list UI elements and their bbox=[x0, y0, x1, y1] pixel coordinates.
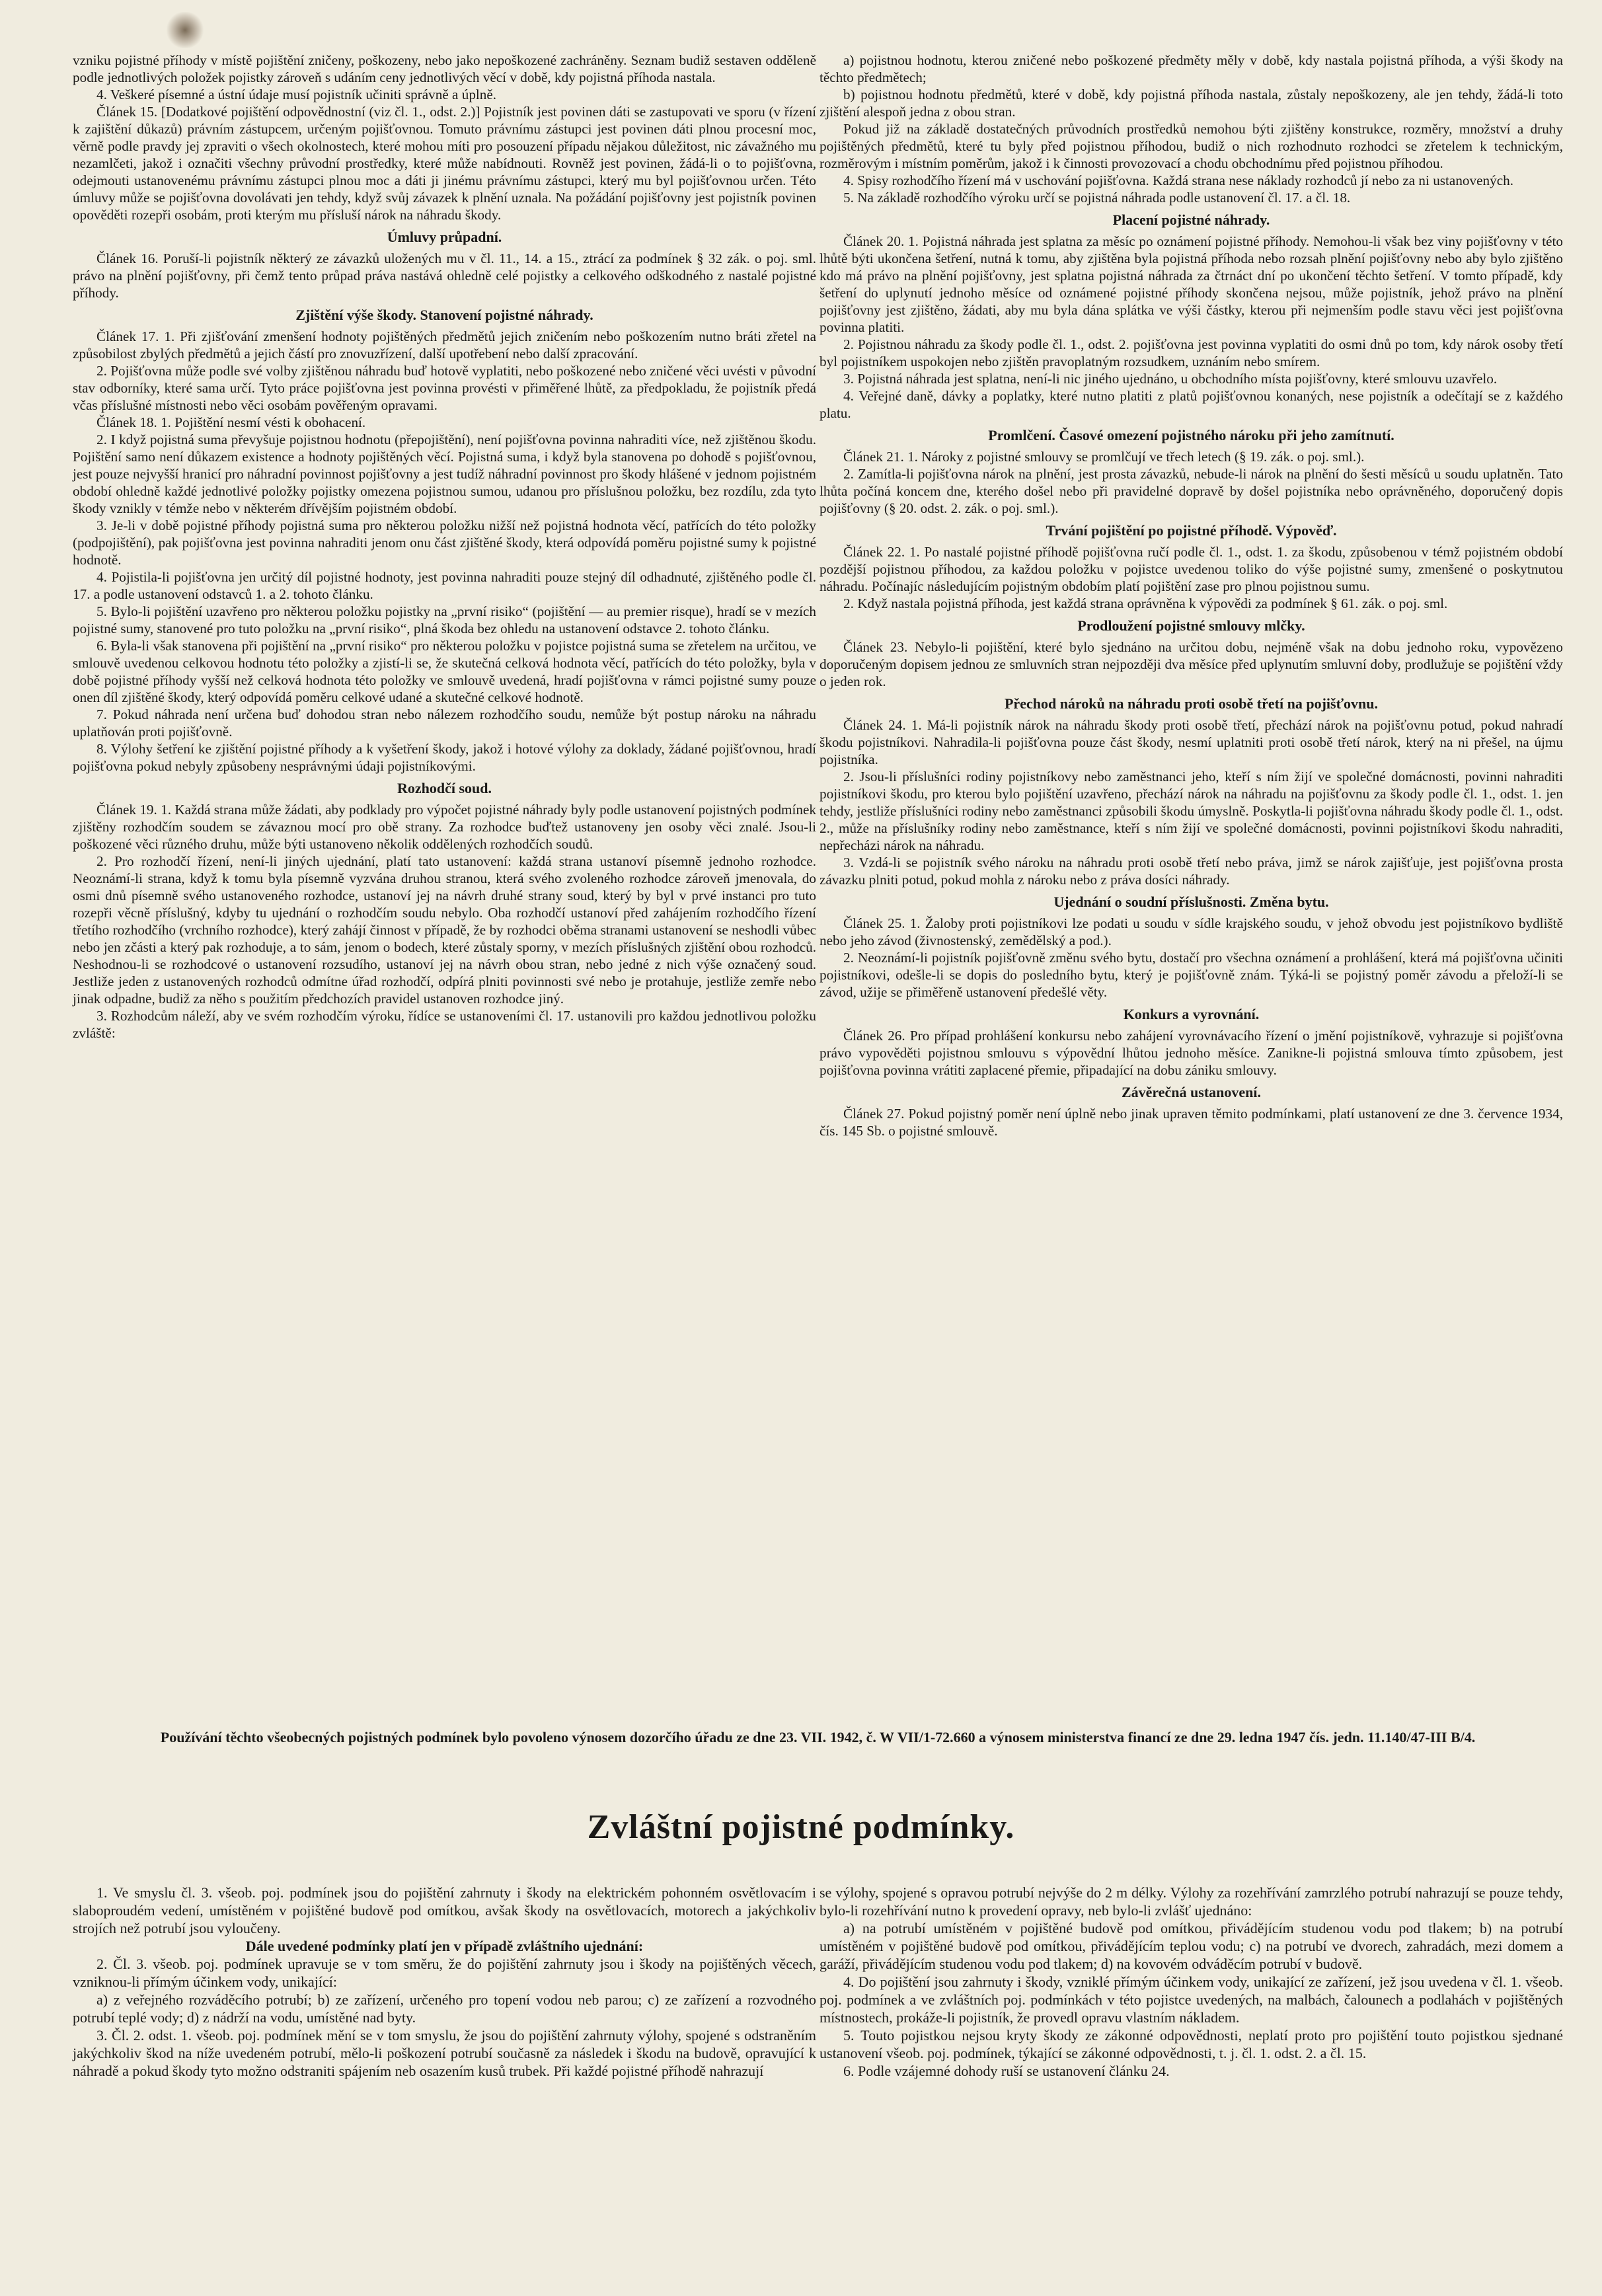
paragraph: 2. Pro rozhodčí řízení, není-li jiných ujednání, platí tato ustanovení: každá strana ustanoví písemně jednoho rozhodce. Neoznámí-li strana, když k tomu byla písemně vyzvána druhou stranou, která svého zvoleného rozhodce zároveň jmenovala, do osmi dnů písemně svého ustanoveného rozhodce, ustanoví jej na návrh druhé strany soud, který by byl v prvé instanci pro tuto rozepři věcně příslušný, kdyby tu ujednání o rozhodčím soudu nebylo. Oba rozhodčí ustanoví před zahájením rozhodčího řízení třetího rozhodčího (vrchního rozhodce), který zahájí činnost v případě, že by rozhodci oběma stranami ustanovení se neshodli vůbec nebo jen zčásti a který pak rozhoduje, a to sám, jenom o bodech, které zůstaly sporny, v mezích příslušných zjištění obou rozhodců. Neshodnou-li se rozhodcové o ustanovení rozsudího, ustanoví jej na návrh obou stran, nebo jedné z nich výše označený soud. Jestliže jeden z ustanovených rozhodců odmítne úřad rozhodčí, odpírá plniti povinnosti své nebo je protahuje, jestliže zemře nebo jinak odpadne, budiž za něho s použitím předchozích pravidel ustanoven rozhodce jiný. bbox=[73, 853, 816, 1007]
paragraph: 3. Vzdá-li se pojistník svého nároku na náhradu proti osobě třetí nebo práva, jimž se nárok zajišťuje, jest pojišťovna prosta závazku plniti potud, pokud mohla z nároku nebo z práva dosíci náhrady. bbox=[820, 855, 1563, 888]
paragraph: 2. Zamítla-li pojišťovna nárok na plnění, jest prosta závazků, nebude-li nárok na plnění do šesti měsíců u soudu uplatněn. Tato lhůta počíná koncem dne, kterého došel nebo při pravidelné dopravě by došel pojistníka nebo oprávněného, doporučený dopis pojišťovny (§ 20. odst. 2. zák. o poj. sml.). bbox=[820, 466, 1563, 516]
paragraph: se výlohy, spojené s opravou potrubí nejvýše do 2 m délky. Výlohy za rozehřívání zamrzlého potrubí nahrazují se pouze tehdy, bylo-li rozehřívání nutno k provedení opravy, neb bylo-li zvlášť ujednáno: bbox=[820, 1884, 1563, 1919]
paragraph: Článek 18. 1. Pojištění nesmí vésti k obohacení. bbox=[96, 414, 366, 430]
paragraph: Článek 24. 1. Má-li pojistník nárok na náhradu škody proti osobě třetí, přechází nárok na pojišťovnu potud, pokud nahradí škodu pojistníkovi. Nahradila-li pojišťovna pouze část škody, nesmí uplatniti proti osobě třetí nárok, který na ni přešel, na újmu pojistníka. bbox=[820, 717, 1563, 767]
special-conditions-title: Zvláštní pojistné podmínky. bbox=[587, 1808, 1015, 1846]
paragraph: Článek 16. Poruší-li pojistník některý ze závazků uložených mu v čl. 11., 14. a 15., ztrácí za podmínek § 32 zák. o poj. sml. právo na plnění pojišťovny, při čemž tento průpad práva nastává ohledně celé pojistky a celkového odškodného z nastalé pojistné příhody. bbox=[73, 250, 816, 301]
paragraph: 2. Když nastala pojistná příhoda, jest každá strana oprávněna k výpovědi za podmínek § 61. zák. o poj. sml. bbox=[843, 595, 1448, 611]
paragraph: Dále uvedené podmínky platí jen v případě zvláštního ujednání: bbox=[245, 1938, 644, 1954]
paragraph: 5. Bylo-li pojištění uzavřeno pro některou položku pojistky na „první risiko“ (pojištění — au premier risque), hradí se v mezích pojistné sumy, stanovené pro tuto položku na „první risiko“, plná škoda bez ohledu na ustanovení odstavce 2. tohoto článku. bbox=[73, 603, 816, 636]
paragraph: 2. Pojišťovna může podle své volby zjištěnou náhradu buď hotově vyplatiti, nebo poškozené nebo zničené věci uvésti v původní stav odborníky, které sama určí. Tyto práce pojišťovna jest povinna provésti v přiměřené lhůtě, za předpokladu, že pojistník předá včas příslušné místnosti nebo věci osobám pověřeným opravami. bbox=[73, 363, 816, 413]
paragraph: 4. Pojistila-li pojišťovna jen určitý díl pojistné hodnoty, jest povinna nahraditi pouze stejný díl odhadnuté, zjištěného podle čl. 17. a podle ustanovení odstavců 1. a 2. tohoto článku. bbox=[73, 569, 816, 602]
paragraph: 5. Touto pojistkou nejsou kryty škody ze zákonné odpovědnosti, neplatí proto pro pojištění touto pojistkou sjednané ustanovení všeob. poj. podmínek, týkající se zákonné odpovědnosti, t. j. čl. 1. odst. 2. a čl. 15. bbox=[820, 2027, 1563, 2061]
special-conditions-left-column bbox=[73, 1884, 816, 2080]
section-heading: Placení pojistné náhrady. bbox=[1112, 211, 1270, 228]
paragraph: 3. Pojistná náhrada jest splatna, není-li nic jiného ujednáno, u obchodního místa pojišťovny, které smlouvu uzavřelo. bbox=[843, 371, 1498, 387]
section-heading: Ujednání o soudní příslušnosti. Změna bytu. bbox=[1053, 894, 1329, 910]
section-heading: Úmluvy průpadní. bbox=[387, 229, 502, 245]
section-heading: Promlčení. Časové omezení pojistného nároku při jeho zamítnutí. bbox=[988, 427, 1394, 443]
paragraph: 2. Jsou-li příslušníci rodiny pojistníkovy nebo zaměstnanci jeho, kteří s ním žijí ve společné domácnosti, povinni nahraditi pojistníkovi škodu, pro kterou bylo pojištění uzavřeno, přechází nárok na náhradu na pojišťovnu za škody podle čl. 1., odst. 1. jen tehdy, jestliže příslušníci rodiny nebo zaměstnanci způsobili škodu úmyslně. Poskytla-li pojišťovna náhradu škody podle čl. 1., odst. 2., může na příslušníky rodiny nebo zaměstnance, kteří s ním žijí ve společné domácnosti, povinni pojistníkovi škodu nahraditi, nepřecházi nárok na náhradu. bbox=[820, 769, 1563, 853]
paragraph: 4. Do pojištění jsou zahrnuty i škody, vzniklé přímým účinkem vody, unikající ze zařízení, jež jsou uvedena v čl. 1. všeob. poj. podmínek a ve zvláštních poj. podmínkách v této pojistce uvedených, na malbách, čalounech a podlahách v pojištěných místnostech, prokáže-li pojistník, že provedl opravu vlastním nákladem. bbox=[820, 1973, 1563, 2026]
paragraph: a) na potrubí umístěném v pojištěné budově pod omítkou, přivádějícím studenou vodu pod tlakem; b) na potrubí umístěném v pojištěné budově pod omítkou, přivádějícím teplou vodu; c) na potrubí ve dvorech, zahradách, mezi domem a garáží, přivádějícím studenou vodu pod tlakem; d) na kovovém odváděcím potrubí v budově. bbox=[820, 1920, 1563, 1972]
paragraph: 4. Spisy rozhodčího řízení má v uschování pojišťovna. Každá strana nese náklady rozhodců jí nebo za ni ustanovených. bbox=[843, 172, 1513, 188]
paragraph: 3. Čl. 2. odst. 1. všeob. poj. podmínek mění se v tom smyslu, že jsou do pojištění zahrnuty výlohy, spojené s odstraněním jakýchkoliv škod na níže uvedeném potrubí, mělo-li poškození potrubí současně za následek i škodu na budově, opravující k náhradě a pokud škody tyto možno odstraniti spájením neb osazením kusů trubek. Při každé pojistné příhodě nahrazují bbox=[73, 2027, 816, 2079]
paragraph: a) pojistnou hodnotu, kterou zničené nebo poškozené předměty měly v době, kdy nastala pojistná příhoda, a výši škody na těchto předmětech; bbox=[820, 52, 1563, 85]
paragraph: 2. Neoznámí-li pojistník pojišťovně změnu svého bytu, dostačí pro všechna oznámení a prohlášení, která má pojišťovna učiniti pojistníkovi, odešle-li se dopis do posledního bytu, který je pojišťovně znám. Týká-li se pojistný poměr závodu a přeloží-li se závod, užije se přiměřeně ustanovení předešlé věty. bbox=[820, 950, 1563, 1000]
paragraph: Článek 23. Nebylo-li pojištění, které bylo sjednáno na určitou dobu, nejméně však na dobu jednoho roku, vypovězeno doporučeným dopisem jednou ze smluvních stran nejpozději dva měsíce před uplynutím smluvní doby, prodlužuje se pojištění vždy o jeden rok. bbox=[820, 639, 1563, 689]
section-heading: Přechod nároků na náhradu proti osobě třetí na pojišťovnu. bbox=[1004, 695, 1379, 712]
paragraph: 3. Je-li v době pojistné příhody pojistná suma pro některou položku nižší než pojistná hodnota věcí, patřících do této položky (podpojištění), pak pojišťovna jest povinna nahraditi jenom onu část zjištěné škody, která odpovídá poměru pojistné sumy k pojistné hodnotě. bbox=[73, 517, 816, 568]
general-conditions-right-column bbox=[820, 52, 1563, 1139]
paragraph: 7. Pokud náhrada není určena buď dohodou stran nebo nálezem rozhodčího soudu, nemůže být postup nároku na náhradu uplatňován proti pojišťovně. bbox=[73, 707, 816, 740]
paragraph: Článek 17. 1. Při zjišťování zmenšení hodnoty pojištěných předmětů jejich zničením nebo poškozením nutno bráti zřetel na způsobilost zbylých předmětů a jejich částí pro znovuzřízení, další upotřebení nebo další zpracování. bbox=[73, 328, 816, 362]
paragraph: Článek 20. 1. Pojistná náhrada jest splatna za měsíc po oznámení pojistné příhody. Nemohou-li však bez viny pojišťovny v této lhůtě býti ukončena šetření, nutná k tomu, aby zjištěna byla pojistná příhoda nebo rozsah plnění pojišťovny nebo aby bylo zjištěno kdo má právo na plnění pojišťovny, jest splatna pojistná náhrada za čtrnáct dní po ukončení těchto šetření. V tomto případě, kdy šetření do uplynutí jednoho měsíce od oznámené pojistné příhody skončena nejsou, může pojistník, jehož právo na plnění pojišťovny jest zjištěno, žádati, aby mu byla dána splátka ve výši částky, kterou při nejmenším podle stavu věci jest pojišťovna povinna platiti. bbox=[820, 233, 1563, 335]
paragraph: 1. Ve smyslu čl. 3. všeob. poj. podmínek jsou do pojištění zahrnuty i škody na elektrickém pohonném osvětlovacím i slaboproudém vedení, umístěném v pojištěné budově pod omítkou, avšak škody na osvětlovacích, motorech a jakýchkoliv strojích než potrubí jsou vyloučeny. bbox=[73, 1884, 816, 1936]
general-conditions-left-column bbox=[73, 52, 816, 1042]
paragraph: a) z veřejného rozváděcího potrubí; b) ze zařízení, určeného pro topení vodou neb parou; c) ze zařízení a rozvodného potrubí teplé vody; d) z nádrží na vodu, umístěné nad byty. bbox=[73, 1991, 816, 2026]
paragraph: Článek 22. 1. Po nastalé pojistné příhodě pojišťovna ručí podle čl. 1., odst. 1. za škodu, způsobenou v témž pojistném období pozdější pojistnou příhodou, za každou položku v pojistce uvedenou toliko do výše pojistné sumy, zmenšené o poskytnutou náhradu. Počínajíc následujícím pojistným obdobím platí pojištění zase pro plnou pojistnou sumu. bbox=[820, 544, 1563, 594]
paragraph: Pokud již na základě dostatečných průvodních prostředků nemohou býti zjištěny konstrukce, rozměry, množství a druhy pojištěných předmětů, které tu byly před pojistnou příhodou, budiž o nich rozhodnuto rozhodci se zřetelem k technickým, rozměrovým i místním poměrům, jakož i k činnosti provozovací a chodu obchodnímu před pojistnou příhodou. bbox=[820, 121, 1563, 171]
section-heading: Zjištění výše škody. Stanovení pojistné náhrady. bbox=[295, 307, 593, 323]
paragraph: Článek 25. 1. Žaloby proti pojistníkovi lze podati u soudu v sídle krajského soudu, v jehož obvodu jest pojistníkovo bydliště nebo jeho závod (živnostenský, zemědělský a pod.). bbox=[820, 915, 1563, 948]
paragraph: 3. Rozhodcům náleží, aby ve svém rozhodčím výroku, řídíce se ustanoveními čl. 17. ustanovili pro každou jednotlivou položku zvláště: bbox=[73, 1008, 816, 1041]
paragraph: Článek 27. Pokud pojistný poměr není úplně nebo jinak upraven těmito podmínkami, platí ustanovení ze dne 3. července 1934, čís. 145 Sb. o pojistné smlouvě. bbox=[820, 1106, 1563, 1139]
paragraph: 2. I když pojistná suma převyšuje pojistnou hodnotu (přepojištění), není pojišťovna povinna nahraditi více, než zjištěnou škodu. Pojištění samo není důkazem existence a hodnoty pojištěných věcí. Pojistná suma, i když byla stanovena po dohodě s pojišťovnou, jest pouze nejvyšší hranicí pro náhradní povinnost pojišťovny a jest tudíž náhradní povinnost pro škody hlášené v jednom pojistném období ohledně každé jednotlivé položky pojistky omezena pojistnou sumou, udanou pro příslušnou položku, bez rozdílu, zda tyto škody vznikly v témže nebo v některém dřívějším pojistném období. bbox=[73, 432, 816, 516]
paper-stain bbox=[165, 12, 205, 48]
paragraph: 8. Výlohy šetření ke zjištění pojistné příhody a k vyšetření škody, jakož i hotové výlohy za doklady, žádané pojišťovnou, hradí pojišťovna pokud nebyly způsobeny nesprávnými údaji pojistníkovými. bbox=[73, 741, 816, 774]
approval-note: Používání těchto všeobecných pojistných podmínek bylo povoleno výnosem dozorčího úřadu ze dne 23. VII. 1942, č. W VII/1-72.660 a výnosem ministerstva financí ze dne 29. ledna 1947 čís. jedn. 11.140/47-III B/4. bbox=[160, 1729, 1476, 1745]
paragraph: b) pojistnou hodnotu předmětů, které v době, kdy pojistná příhoda nastala, zůstaly nepoškozeny, ale jen tehdy, žádá-li toto zjištění alespoň jedna z obou stran. bbox=[820, 87, 1563, 120]
paragraph: 6. Podle vzájemné dohody ruší se ustanovení článku 24. bbox=[843, 2063, 1170, 2079]
section-heading: Konkurs a vyrovnání. bbox=[1123, 1006, 1260, 1022]
paragraph: 5. Na základě rozhodčího výroku určí se pojistná náhrada podle ustanovení čl. 17. a čl. 18. bbox=[843, 190, 1351, 206]
paragraph: 2. Pojistnou náhradu za škody podle čl. 1., odst. 2. pojišťovna jest povinna vyplatiti do osmi dnů po tom, kdy nárok osoby třetí byl pojistníkem uspokojen nebo zjištěn pravoplatným rozsudkem, uznáním nebo smírem. bbox=[820, 336, 1563, 369]
paragraph: Článek 19. 1. Každá strana může žádati, aby podklady pro výpočet pojistné náhrady byly podle ustanovení pojistných podmínek zjištěny rozhodčím soudem se závaznou mocí pro obě strany. Za rozhodce buďtež ustanoveny jen osoby věci znalé. Jsou-li poškozené věci různého druhu, může býti ustanoveno několik oddělených rozhodčích soudů. bbox=[73, 802, 816, 852]
special-conditions-right-column bbox=[820, 1884, 1563, 2080]
section-heading: Rozhodčí soud. bbox=[397, 780, 492, 796]
paragraph: Článek 15. [Dodatkové pojištění odpovědnostní (viz čl. 1., odst. 2.)] Pojistník jest povinen dáti se zastupovati ve sporu (v řízení k zajištění důkazů) právním zástupcem, určeným pojišťovnou. Tomuto právnímu zástupci jest povinen dáti plnou procesní moc, věrně podle pravdy jej zpraviti o všech okolnostech, které mohou míti pro posouzení případu nějakou důležitost, nic závažného mu nezamlčeti, jakož i označiti všechny průvodní prostředky, které může nabídnouti. Rovněž jest povinen, žádá-li o to pojišťovna, odejmouti ustanovenému právnímu zástupci plnou moc a dáti ji jinému právnímu zástupci, který mu byl pojišťovnou určen. Této úmluvy může se pojišťovna dovolávati jen tehdy, když svůj závazek k plnění uznala. Na požádání pojišťovny jest pojistník povinen opověděti rozepři osobám, proti kterým mu přísluší nárok na náhradu škody. bbox=[73, 104, 816, 223]
paragraph: Článek 26. Pro případ prohlášení konkursu nebo zahájení vyrovnávacího řízení o jmění pojistníkově, vyhrazuje si pojišťovna právo vypověděti pojistnou smlouvu s výpovědní lhůtou jednoho měsíce. Zanikne-li pojistná smlouva tímto způsobem, jest pojišťovna povinna vrátiti zaplacené přemie, připadající na dobu zániku smlouvy. bbox=[820, 1028, 1563, 1078]
paragraph: 4. Veřejné daně, dávky a poplatky, které nutno platiti z platů pojišťovnou konaných, nese pojistník a odečítají se z každého platu. bbox=[820, 388, 1563, 421]
section-heading: Trvání pojištění po pojistné příhodě. Výpověď. bbox=[1046, 522, 1337, 539]
paragraph: vzniku pojistné příhody v místě pojištění zničeny, poškozeny, nebo jako nepoškozené zachráněny. Seznam budiž sestaven odděleně podle jednotlivých položek pojistky zároveň s udáním ceny jednotlivých věcí v době, kdy pojistná příhoda nastala. bbox=[73, 52, 816, 85]
paragraph: 2. Čl. 3. všeob. poj. podmínek upravuje se v tom směru, že do pojištění zahrnuty jsou i škody na pojištěných věcech, vzniknou-li přímým účinkem vody, unikající: bbox=[73, 1956, 816, 1990]
section-heading: Prodloužení pojistné smlouvy mlčky. bbox=[1077, 617, 1305, 634]
paragraph: 4. Veškeré písemné a ústní údaje musí pojistník učiniti správně a úplně. bbox=[96, 87, 497, 102]
paragraph: 6. Byla-li však stanovena při pojištění na „první risiko“ pro některou položku v pojistce pojistná suma se zřetelem na určitou, ve smlouvě uvedenou celkovou hodnotu této položky a zjistí-li se, že skutečná celková hodnota věcí, patřících do této položky, byla v době pojistné příhody vyšší než celková hodnota této položky ve smlouvě uvedená, hradí pojišťovna v rámci pojistné sumy pouze onen díl zjištěné škody, který odpovídá poměru celkové udané a skutečné celkové hodnotě. bbox=[73, 638, 816, 705]
paragraph: Článek 21. 1. Nároky z pojistné smlouvy se promlčují ve třech letech (§ 19. zák. o poj. sml.). bbox=[843, 449, 1365, 465]
section-heading: Závěrečná ustanovení. bbox=[1121, 1084, 1262, 1100]
